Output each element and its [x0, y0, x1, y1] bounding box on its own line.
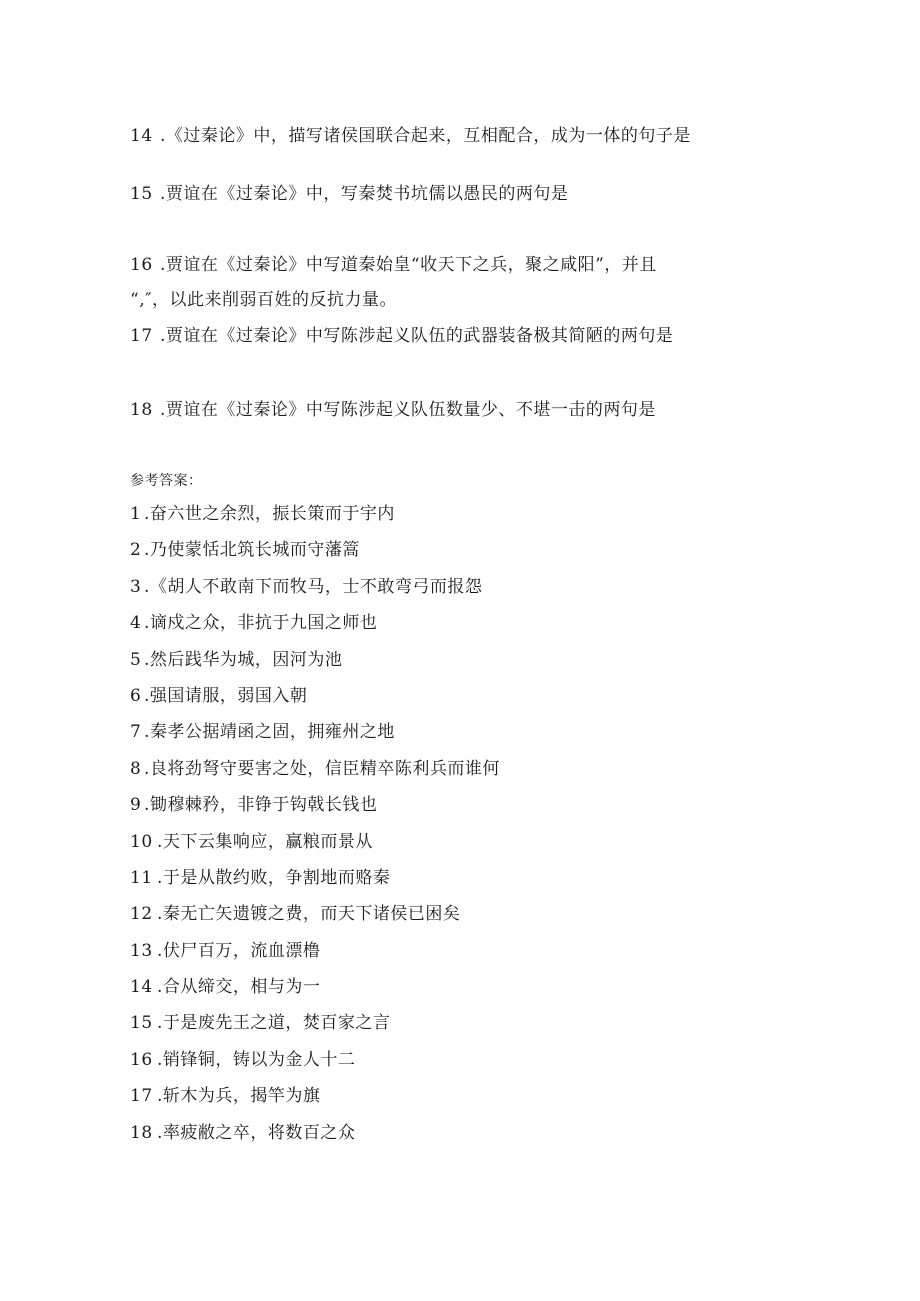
answer-text: .奋六世之余烈，振长策而于宇内: [144, 504, 395, 524]
answer-number: 14: [130, 977, 153, 998]
question-number: 17: [130, 326, 153, 346]
answer-text: .《胡人不敢南下而牧马，士不敢弯弓而报怨: [144, 576, 483, 597]
answer-number: 13: [130, 940, 153, 961]
question-16-continuation: “,″，以此来削弱百姓的反抗力量。: [130, 290, 397, 310]
question-16: [130, 253, 657, 277]
question-14: [130, 124, 691, 148]
answer-text: .率疲敝之卒，将数百之众: [157, 1122, 356, 1143]
answer-number: 11: [130, 867, 153, 888]
question-number: 16: [130, 255, 153, 275]
answer-text: .然后践华为城，因河为池: [144, 649, 343, 670]
answer-number: 9: [130, 795, 142, 816]
answers-heading: 参考答案：: [130, 473, 203, 489]
answer-text: .斩木为兵，揭竿为旗: [157, 1086, 321, 1107]
question-number: 18: [130, 400, 153, 420]
answer-text: .乃使蒙恬北筑长城而守藩篙: [144, 540, 360, 561]
answer-item: [130, 720, 500, 756]
answer-item: [130, 1084, 500, 1120]
answer-text: .伏尸百万，流血漂橹: [157, 940, 321, 961]
question-text: .贾谊在《过秦论》中写陈涉起义队伍的武器装备极其简陋的两句是: [160, 326, 674, 346]
answer-item: [130, 830, 500, 866]
answer-item: [130, 575, 500, 611]
answer-item: [130, 866, 500, 902]
answer-text: .秦孝公据靖函之固，拥雍州之地: [144, 722, 395, 743]
answer-text: .于是废先王之道，焚百家之言: [157, 1013, 391, 1034]
question-15: [130, 182, 568, 206]
answer-number: 8: [130, 758, 142, 779]
answer-number: 4: [130, 613, 142, 634]
answer-item: [130, 1121, 500, 1157]
answer-item: [130, 757, 500, 793]
question-18: [130, 398, 656, 422]
question-17: [130, 324, 673, 348]
answer-text: .合从缔交，相与为一: [157, 977, 321, 998]
answer-number: 12: [130, 904, 153, 925]
answer-item: [130, 1011, 500, 1047]
question-number: 15: [130, 184, 153, 204]
answer-item: [130, 611, 500, 647]
answer-number: 18: [130, 1122, 153, 1143]
question-text: .贾谊在《过秦论》中写陈涉起义队伍数量少、不堪一击的两句是: [160, 400, 656, 420]
answer-number: 17: [130, 1086, 153, 1107]
question-text: .《过秦论》中，描写诸侯国联合起来，互相配合，成为一体的句子是: [160, 126, 691, 146]
answer-number: 5: [130, 649, 142, 670]
answer-text: .天下云集响应，赢粮而景从: [157, 831, 373, 852]
question-text: .贾谊在《过秦论》中，写秦焚书坑儒以愚民的两句是: [160, 184, 569, 204]
answer-text: .锄穆棘矜，非铮于钩戟长钱也: [144, 795, 378, 816]
answer-text: .销锋铜，铸以为金人十二: [157, 1049, 356, 1070]
answer-number: 2: [130, 540, 142, 561]
answer-list: [130, 502, 500, 1157]
answer-number: 16: [130, 1049, 153, 1070]
question-text: .贾谊在《过秦论》中写道秦始皇“收天下之兵，聚之咸阳”，并且: [160, 255, 657, 275]
answer-number: 3: [130, 576, 142, 597]
answer-text: .强国请服，弱国入朝: [144, 685, 308, 706]
answer-item: [130, 648, 500, 684]
answer-item: [130, 684, 500, 720]
answer-number: 7: [130, 722, 142, 743]
answer-text: .谪戍之众，非抗于九国之师也: [144, 613, 378, 634]
answer-item: [130, 538, 500, 574]
answer-number: 1: [130, 504, 142, 524]
answer-number: 6: [130, 685, 142, 706]
answer-number: 10: [130, 831, 153, 852]
answer-number: 15: [130, 1013, 153, 1034]
answer-item: [130, 793, 500, 829]
answer-text: .良将劲弩守要害之处，信臣精卒陈利兵而谁何: [144, 758, 500, 779]
answer-item: [130, 502, 500, 538]
answer-item: [130, 902, 500, 938]
answer-text: .秦无亡矢遗镀之费，而天下诸侯已困矣: [157, 904, 461, 925]
answer-item: [130, 1048, 500, 1084]
answer-item: [130, 939, 500, 975]
answer-item: [130, 975, 500, 1011]
answer-text: .于是从散约败，争割地而赂秦: [157, 867, 391, 888]
question-number: 14: [130, 126, 153, 146]
